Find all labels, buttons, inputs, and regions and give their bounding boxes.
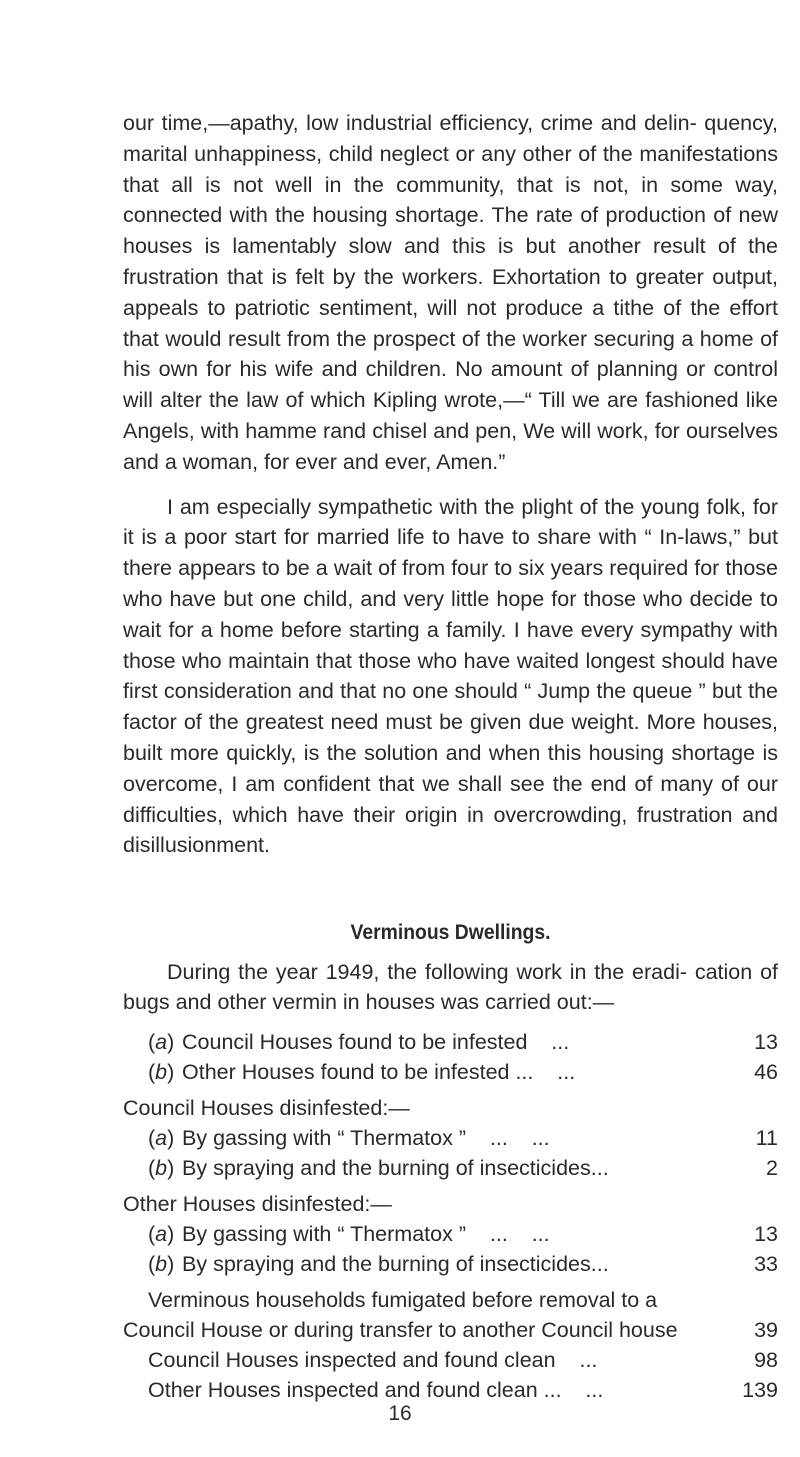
- stat-value: 46: [754, 1060, 778, 1085]
- section-heading: Verminous Dwellings.: [350, 920, 551, 945]
- stat-label: Council Houses found to be infested ...: [182, 1030, 570, 1055]
- stat-value: 33: [754, 1252, 778, 1277]
- stat-label: By gassing with “ Thermatox ” ... ...: [182, 1222, 550, 1247]
- stat-row-other-clean: [123, 1375, 778, 1405]
- paragraph-housing-shortage: our time,—apathy, low industrial efficiency, crime and delin- quency, marital unhappiness, child neglect or any other of the manifestations that all is not well in the community, that is not, in some way, connected with the housing shortage. The rate of production of new houses is lamentably slow and this is but another result of the frustration that is felt by the workers. Exhortation to greater output, appeals to patriotic sentiment, will not produce a tithe of the effort that would result from the prospect of the worker securing a home of his own for his wife and children. No amount of planning or control will alter the law of which Kipling wrote,—“ Till we are fashioned like Angels, with hamme rand chisel and pen, We will work, for ourselves and a woman, for ever and ever, Amen.”: [123, 111, 778, 474]
- stat-value: 11: [755, 1126, 778, 1151]
- stat-label: By gassing with “ Thermatox ” ... ...: [182, 1126, 550, 1151]
- stat-value: 13: [754, 1222, 778, 1247]
- stat-value: 13: [754, 1030, 778, 1055]
- item-marker: (a): [148, 1030, 175, 1055]
- page-body: [123, 108, 778, 1405]
- stat-value: 139: [742, 1378, 778, 1403]
- stat-row-council-spraying: [123, 1153, 778, 1183]
- stat-label: By spraying and the burning of insecticides...: [182, 1156, 609, 1181]
- page-number: 16: [388, 1402, 412, 1425]
- stat-row-other-spraying: [123, 1249, 778, 1279]
- stat-label: Council Houses inspected and found clean ...: [148, 1348, 598, 1373]
- council-disinfested-title: Council Houses disinfested:—: [123, 1096, 410, 1121]
- stat-row-other-gassing: [123, 1219, 778, 1249]
- stat-row-council-gassing: [123, 1123, 778, 1153]
- vermin-statistics: [123, 1027, 778, 1405]
- stat-value: 39: [754, 1318, 778, 1343]
- stat-label: Other Houses inspected and found clean ... ...: [148, 1378, 604, 1403]
- stat-row-other-infested: [123, 1057, 778, 1087]
- stat-value: 2: [766, 1156, 778, 1181]
- fumigated-label-line2: Council House or during transfer to another Council house: [123, 1318, 678, 1343]
- stat-row-fumigated: [123, 1315, 778, 1345]
- item-marker: (b): [148, 1060, 175, 1085]
- section-intro: During the year 1949, the following work in the eradi- cation of bugs and other vermin in houses was carried out:—: [123, 960, 778, 1015]
- stat-value: 98: [754, 1348, 778, 1373]
- item-marker: (b): [148, 1252, 175, 1277]
- fumigated-label-line1: Verminous households fumigated before removal to a: [148, 1288, 658, 1313]
- stat-label: Other Houses found to be infested ... ...: [182, 1060, 576, 1085]
- stat-row-council-infested: [123, 1027, 778, 1057]
- paragraph-young-folk: I am especially sympathetic with the plight of the young folk, for it is a poor start for married life to have to share with “ In-laws,” but there appears to be a wait of from four to six years required for those who have but one child, and very little hope for those who decide to wait for a home before starting a family. I have every sympathy with those who maintain that those who have waited longest should have first consideration and that no one should “ Jump the queue ” but the factor of the greatest need must be given due weight. More houses, built more quickly, is the solution and when this housing shortage is overcome, I am confident that we shall see the end of many of our difficulties, which have their origin in overcrowding, frustration and disillusionment.: [123, 494, 778, 858]
- stat-label: By spraying and the burning of insecticides...: [182, 1252, 609, 1277]
- item-marker: (a): [148, 1222, 175, 1247]
- item-marker: (b): [148, 1156, 175, 1181]
- other-disinfested-title: Other Houses disinfested:—: [123, 1192, 392, 1217]
- item-marker: (a): [148, 1126, 175, 1151]
- stat-row-council-clean: [123, 1345, 778, 1375]
